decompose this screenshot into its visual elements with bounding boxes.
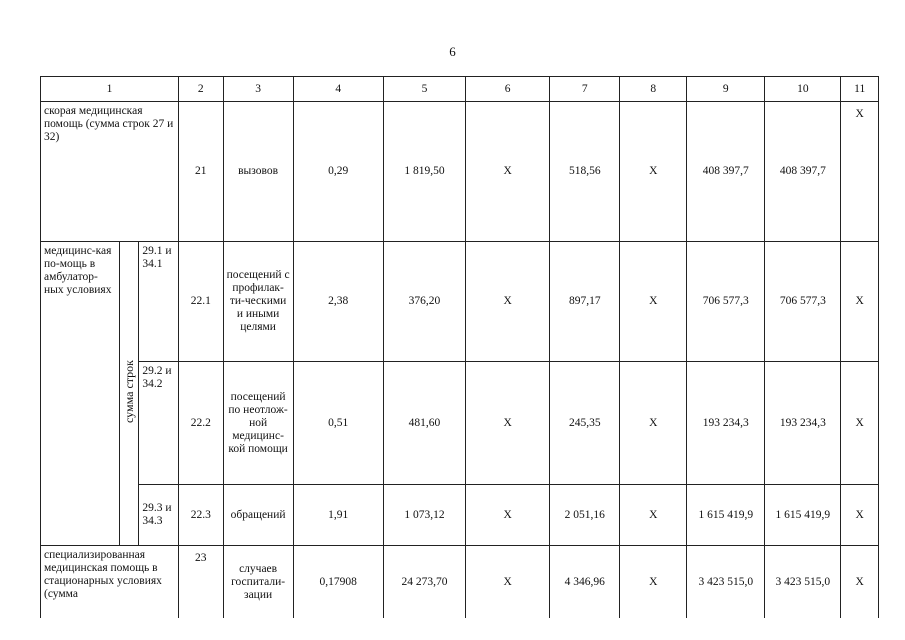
value-cell: Х <box>620 546 687 619</box>
value-cell: 706 577,3 <box>765 242 841 362</box>
table-row-22-1 <box>41 242 879 362</box>
value-cell: 0,17908 <box>293 546 383 619</box>
value-cell: Х <box>620 242 687 362</box>
header-cell: 11 <box>841 77 879 102</box>
ref-cell: 29.3 и 34.3 <box>139 485 179 546</box>
value-cell: Х <box>466 102 550 242</box>
value-cell: 245,35 <box>550 362 620 485</box>
value-cell: Х <box>841 485 879 546</box>
header-cell: 1 <box>41 77 179 102</box>
value-cell: 3 423 515,0 <box>765 546 841 619</box>
value-cell: Х <box>841 362 879 485</box>
value-cell: Х <box>466 546 550 619</box>
value-cell: 1 615 419,9 <box>687 485 765 546</box>
unit-cell: посещений с профилак-ти-ческими и иными целями <box>223 242 293 362</box>
value-cell: 24 273,70 <box>383 546 465 619</box>
row-number: 21 <box>178 102 223 242</box>
row-number: 22.1 <box>178 242 223 362</box>
header-cell: 8 <box>620 77 687 102</box>
row-name: специализированная медицинская помощь в стационарных условиях (сумма <box>41 546 179 619</box>
header-cell: 10 <box>765 77 841 102</box>
row-name: медицинс-кая по-мощь в амбулатор-ных условиях <box>41 242 120 546</box>
value-cell: Х <box>841 102 879 242</box>
page-number: 6 <box>449 44 456 59</box>
value-cell: 706 577,3 <box>687 242 765 362</box>
row-name: скорая медицинская помощь (сумма строк 27 и 32) <box>41 102 179 242</box>
value-cell: 1 073,12 <box>383 485 465 546</box>
header-cell: 7 <box>550 77 620 102</box>
unit-cell: посещений по неотлож-ной медицинс-кой помощи <box>223 362 293 485</box>
unit-cell: вызовов <box>223 102 293 242</box>
table-row-22-3 <box>41 485 879 546</box>
value-cell: Х <box>620 362 687 485</box>
unit-cell: случаев госпитали-зации <box>223 546 293 619</box>
value-cell: Х <box>620 485 687 546</box>
ref-cell: 29.1 и 34.1 <box>139 242 179 362</box>
value-cell: 408 397,7 <box>687 102 765 242</box>
header-cell: 2 <box>178 77 223 102</box>
value-cell: Х <box>620 102 687 242</box>
value-cell: Х <box>466 242 550 362</box>
value-cell: 408 397,7 <box>765 102 841 242</box>
unit-cell: обращений <box>223 485 293 546</box>
financing-table <box>40 76 879 618</box>
value-cell: 1 615 419,9 <box>765 485 841 546</box>
value-cell: 2,38 <box>293 242 383 362</box>
header-cell: 3 <box>223 77 293 102</box>
header-row <box>41 77 879 102</box>
value-cell: 4 346,96 <box>550 546 620 619</box>
row-number: 22.2 <box>178 362 223 485</box>
value-cell: 897,17 <box>550 242 620 362</box>
value-cell: Х <box>466 485 550 546</box>
value-cell: 1,91 <box>293 485 383 546</box>
ref-cell: 29.2 и 34.2 <box>139 362 179 485</box>
value-cell: 481,60 <box>383 362 465 485</box>
value-cell: 2 051,16 <box>550 485 620 546</box>
value-cell: Х <box>841 242 879 362</box>
table-row-22-2 <box>41 362 879 485</box>
value-cell: 0,51 <box>293 362 383 485</box>
header-cell: 9 <box>687 77 765 102</box>
header-cell: 4 <box>293 77 383 102</box>
value-cell: 3 423 515,0 <box>687 546 765 619</box>
sum-of-rows-label: сумма строк <box>120 242 139 546</box>
value-cell: Х <box>466 362 550 485</box>
value-cell: 193 234,3 <box>765 362 841 485</box>
table-row-23 <box>41 546 879 619</box>
header-cell: 6 <box>466 77 550 102</box>
value-cell: 1 819,50 <box>383 102 465 242</box>
value-cell: 193 234,3 <box>687 362 765 485</box>
value-cell: 0,29 <box>293 102 383 242</box>
row-number: 22.3 <box>178 485 223 546</box>
header-cell: 5 <box>383 77 465 102</box>
table-row-21 <box>41 102 879 242</box>
value-cell: Х <box>841 546 879 619</box>
row-number: 23 <box>178 546 223 619</box>
value-cell: 518,56 <box>550 102 620 242</box>
value-cell: 376,20 <box>383 242 465 362</box>
